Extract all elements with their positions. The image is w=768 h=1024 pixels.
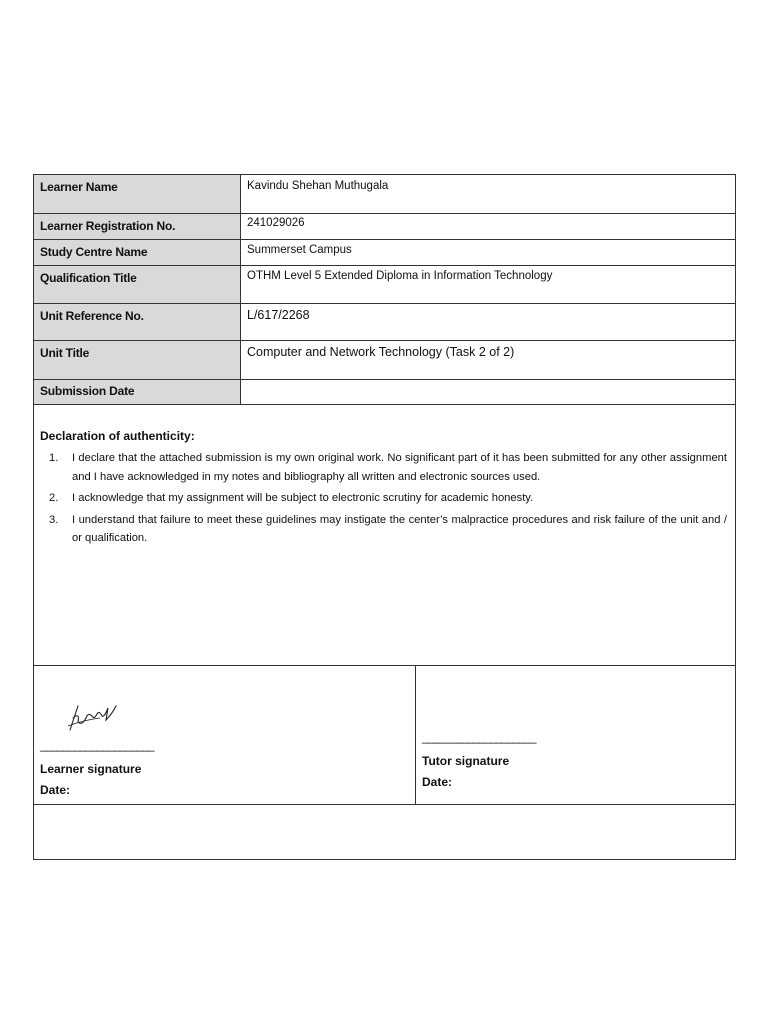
learner-signature-block bbox=[34, 666, 416, 804]
submission-date-value bbox=[241, 380, 735, 404]
declaration-item bbox=[40, 489, 727, 508]
declaration-section bbox=[34, 405, 735, 666]
row-registration bbox=[34, 214, 735, 240]
submission-date-label: Submission Date bbox=[34, 380, 241, 404]
row-qualification bbox=[34, 266, 735, 304]
learner-name-label: Learner Name bbox=[34, 175, 241, 213]
declaration-item bbox=[40, 449, 727, 486]
declaration-title: Declaration of authenticity: bbox=[40, 429, 195, 443]
registration-value: 241029026 bbox=[247, 217, 305, 229]
signature-section bbox=[34, 666, 735, 805]
qualification-value: OTHM Level 5 Extended Diploma in Information Technology bbox=[247, 270, 553, 282]
learner-signature-label: Learner signature bbox=[40, 762, 142, 776]
row-submission-date bbox=[34, 380, 735, 405]
registration-label: Learner Registration No. bbox=[34, 214, 241, 239]
row-learner-name bbox=[34, 175, 735, 214]
declaration-item-text: I understand that failure to meet these guidelines may instigate the center’s malpractice procedures and risk failure of the unit and / or qualification. bbox=[72, 513, 727, 544]
declaration-item-number: 2. bbox=[49, 492, 59, 504]
tutor-signature-block bbox=[416, 666, 735, 804]
tutor-date-label: Date: bbox=[422, 775, 453, 789]
learner-signature-line: ____________________ bbox=[40, 738, 154, 752]
unit-title-value: Computer and Network Technology (Task 2 of 2) bbox=[247, 345, 515, 359]
declaration-item bbox=[40, 511, 727, 548]
cover-sheet bbox=[33, 174, 736, 860]
study-centre-label: Study Centre Name bbox=[34, 240, 241, 265]
declaration-item-number: 3. bbox=[49, 513, 59, 526]
handwritten-signature bbox=[64, 696, 124, 736]
declaration-item-text: I declare that the attached submission is my own original work. No significant part of it has been submitted for any other assignment and I have acknowledged in my notes and bibliography all written and electronic sources used. bbox=[72, 452, 727, 483]
study-centre-value: Summerset Campus bbox=[247, 244, 352, 256]
declaration-item-number: 1. bbox=[49, 452, 59, 464]
declaration-list bbox=[40, 449, 727, 551]
tutor-signature-label: Tutor signature bbox=[422, 754, 510, 768]
unit-ref-label: Unit Reference No. bbox=[34, 304, 241, 340]
tutor-signature-line: ____________________ bbox=[422, 730, 536, 744]
unit-ref-value: L/617/2268 bbox=[247, 308, 310, 322]
learner-date-label: Date: bbox=[40, 783, 71, 797]
declaration-item-text: I acknowledge that my assignment will be subject to electronic scrutiny for academic honesty. bbox=[72, 492, 534, 504]
row-study-centre bbox=[34, 240, 735, 266]
unit-title-label: Unit Title bbox=[34, 341, 241, 379]
row-unit-ref bbox=[34, 304, 735, 341]
learner-name-value: Kavindu Shehan Muthugala bbox=[247, 180, 389, 192]
row-unit-title bbox=[34, 341, 735, 380]
qualification-label: Qualification Title bbox=[34, 266, 241, 303]
empty-footer-row bbox=[34, 805, 735, 859]
